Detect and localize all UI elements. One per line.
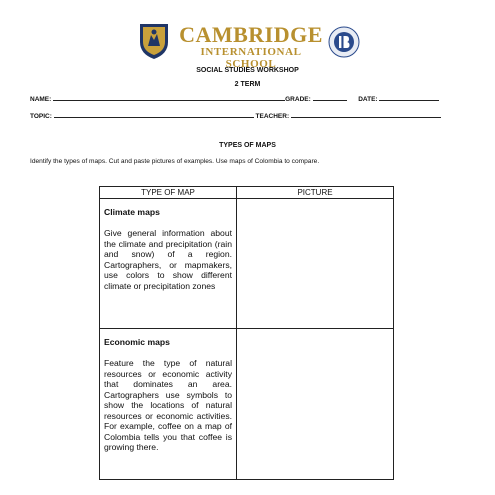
topic-label: TOPIC: bbox=[30, 113, 52, 120]
map-type-description: Give general information about the climate and precipitation (rain and snow) of a region. Cartographers, or mapmakers, use colors to show different climate or precipitation zones bbox=[104, 228, 232, 291]
header-picture: PICTURE bbox=[237, 187, 394, 199]
school-name-line2: INTERNATIONAL SCHOOL bbox=[200, 46, 302, 70]
topic-teacher-row bbox=[30, 111, 441, 120]
school-crest-icon bbox=[137, 22, 171, 60]
topic-field[interactable] bbox=[54, 111, 254, 118]
types-of-maps-table bbox=[99, 186, 394, 480]
map-type-cell bbox=[100, 199, 237, 329]
table-row bbox=[100, 199, 394, 329]
map-type-description: Feature the type of natural resources or economic activity that dominates an area. Cartographers use symbols to show the locations of natural resources or economic activities. For example, coffee on a map of Colombia tells you that coffee is growing there. bbox=[104, 358, 232, 452]
header-type-of-map: TYPE OF MAP bbox=[100, 187, 237, 199]
teacher-label: TEACHER: bbox=[255, 113, 290, 120]
date-label: DATE: bbox=[358, 96, 378, 103]
instructions: Identify the types of maps. Cut and paste pictures of examples. Use maps of Colombia to compare. bbox=[30, 158, 320, 165]
picture-cell[interactable] bbox=[237, 199, 394, 329]
map-type-title: Climate maps bbox=[104, 207, 160, 217]
name-field[interactable] bbox=[53, 94, 285, 101]
table-row bbox=[100, 329, 394, 480]
section-title: TYPES OF MAPS bbox=[219, 142, 276, 149]
workshop-title: SOCIAL STUDIES WORKSHOP bbox=[196, 67, 299, 74]
grade-field[interactable] bbox=[313, 94, 347, 101]
map-type-cell bbox=[100, 329, 237, 480]
table-header-row bbox=[100, 187, 394, 199]
date-field[interactable] bbox=[379, 94, 439, 101]
name-label: NAME: bbox=[30, 96, 52, 103]
picture-cell[interactable] bbox=[237, 329, 394, 480]
school-name-line1: CAMBRIDGE bbox=[179, 22, 323, 47]
map-type-title: Economic maps bbox=[104, 337, 170, 347]
term-label: 2 TERM bbox=[234, 81, 261, 88]
name-grade-date-row bbox=[30, 94, 439, 103]
grade-label: GRADE: bbox=[285, 96, 311, 103]
school-name bbox=[176, 24, 326, 70]
ib-logo-icon bbox=[328, 26, 360, 58]
school-header bbox=[0, 22, 495, 70]
teacher-field[interactable] bbox=[291, 111, 441, 118]
